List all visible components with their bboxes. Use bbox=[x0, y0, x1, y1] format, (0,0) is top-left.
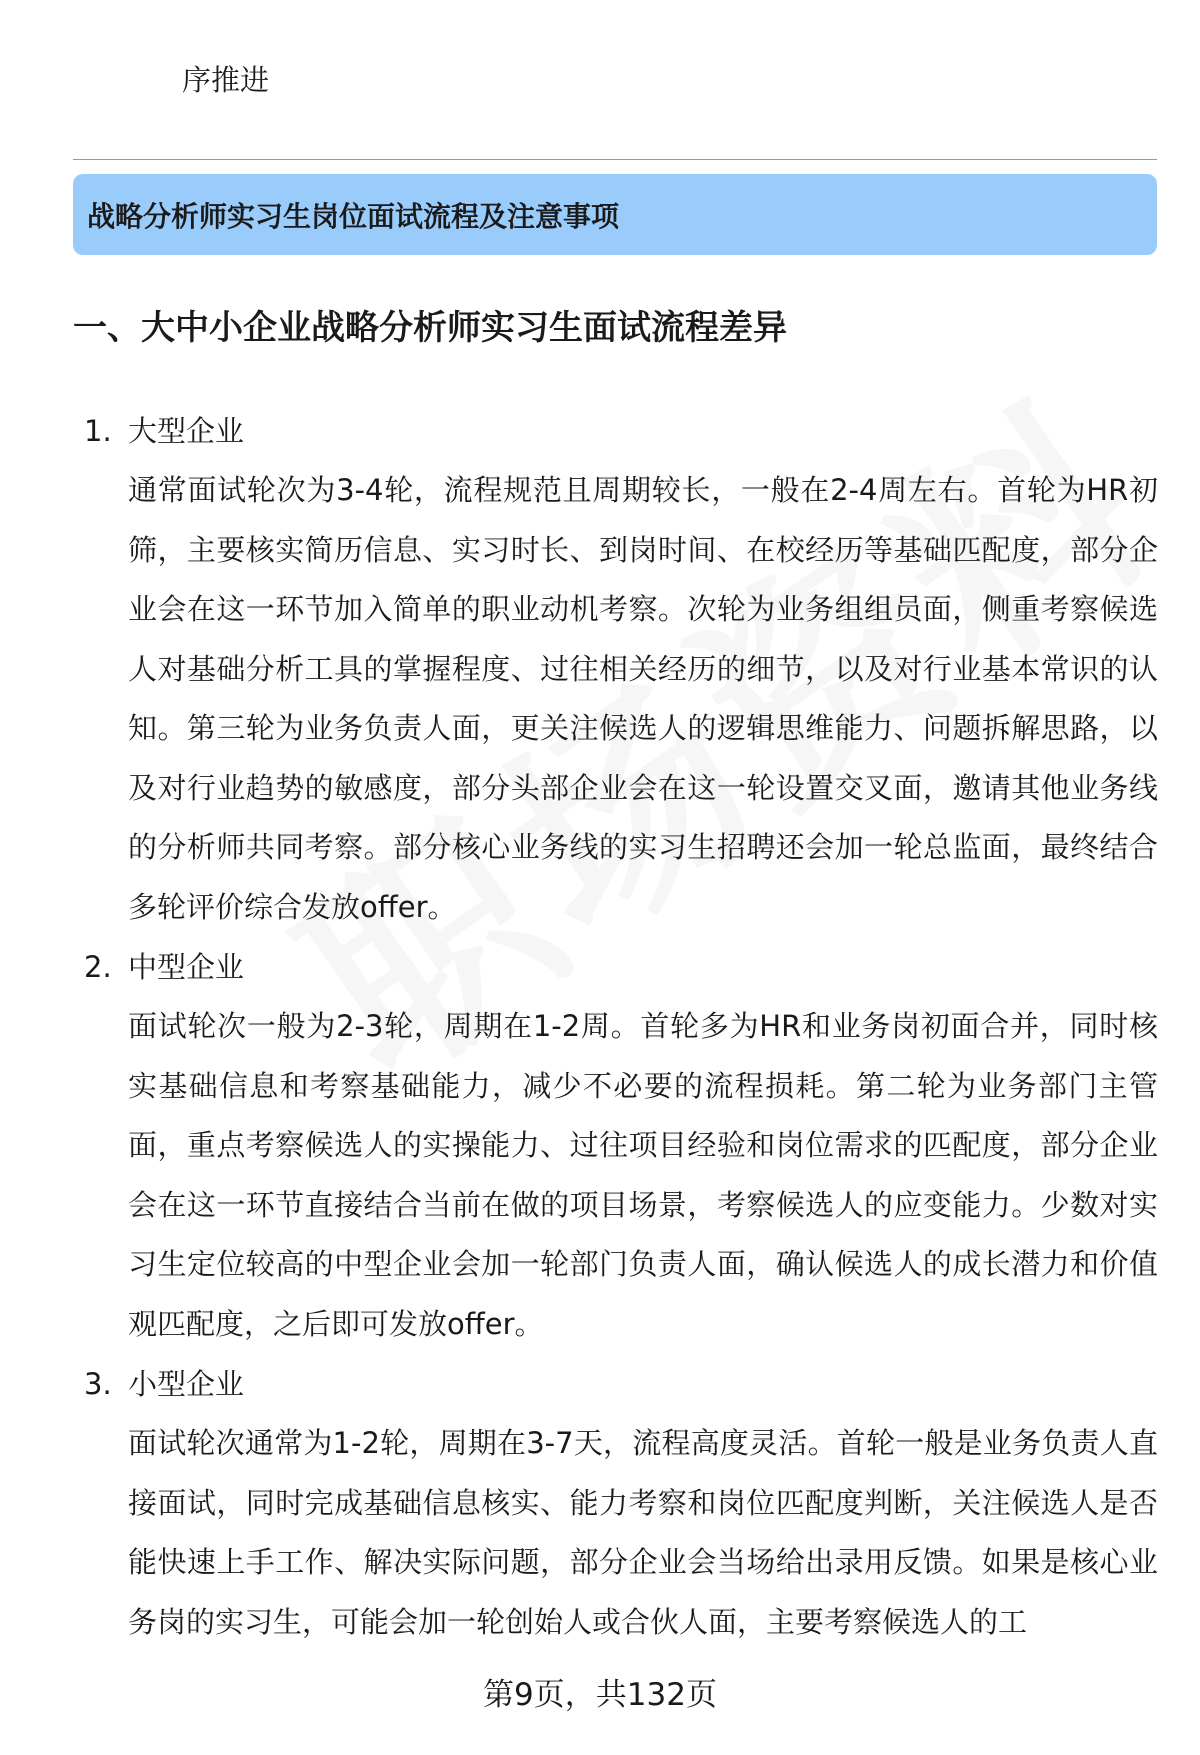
carry-over-text: 序推进 bbox=[182, 63, 270, 97]
page-number: 第9页，共132页 bbox=[483, 1677, 717, 1713]
item-title-text: 大型企业 bbox=[128, 414, 245, 448]
section-banner bbox=[73, 174, 1157, 255]
banner-title: 战略分析师实习生岗位面试流程及注意事项 bbox=[87, 199, 620, 233]
item-title bbox=[84, 1354, 1156, 1414]
section-heading: 一、大中小企业战略分析师实习生面试流程差异 bbox=[73, 308, 787, 348]
item-title-text: 中型企业 bbox=[128, 950, 245, 984]
item-title bbox=[84, 401, 1156, 461]
list-item-small bbox=[84, 1354, 1156, 1652]
divider bbox=[73, 159, 1157, 160]
list-item-large bbox=[84, 401, 1156, 937]
item-body: 面试轮次通常为1-2轮，周期在3-7天，流程高度灵活。首轮一般是业务负责人直接面试，同时完成基础信息核实、能力考察和岗位匹配度判断，关注候选人是否能快速上手工作、解决实际问题，部分企业会当场给出录用反馈。如果是核心业务岗的实习生，可能会加一轮创始人或合伙人面，主要考察候选人的工 bbox=[128, 1426, 1158, 1639]
list-item-medium bbox=[84, 937, 1156, 1354]
item-body: 面试轮次一般为2-3轮，周期在1-2周。首轮多为HR和业务岗初面合并，同时核实基础信息和考察基础能力，减少不必要的流程损耗。第二轮为业务部门主管面，重点考察候选人的实操能力、过往项目经验和岗位需求的匹配度，部分企业会在这一环节直接结合当前在做的项目场景，考察候选人的应变能力。少数对实习生定位较高的中型企业会加一轮部门负责人面，确认候选人的成长潜力和价值观匹配度，之后即可发放offer。 bbox=[128, 1009, 1158, 1341]
item-body: 通常面试轮次为3-4轮，流程规范且周期较长，一般在2-4周左右。首轮为HR初筛，主要核实简历信息、实习时长、到岗时间、在校经历等基础匹配度，部分企业会在这一环节加入简单的职业动机考察。次轮为业务组组员面，侧重考察候选人对基础分析工具的掌握程度、过往相关经历的细节，以及对行业基本常识的认知。第三轮为业务负责人面，更关注候选人的逻辑思维能力、问题拆解思路，以及对行业趋势的敏感度，部分头部企业会在这一轮设置交叉面，邀请其他业务线的分析师共同考察。部分核心业务线的实习生招聘还会加一轮总监面，最终结合多轮评价综合发放offer。 bbox=[128, 473, 1158, 924]
company-size-list bbox=[84, 401, 1156, 1652]
item-number: 1. bbox=[84, 414, 112, 448]
item-number: 2. bbox=[84, 950, 112, 984]
item-title bbox=[84, 937, 1156, 997]
item-title-text: 小型企业 bbox=[128, 1367, 245, 1401]
item-number: 3. bbox=[84, 1367, 112, 1401]
